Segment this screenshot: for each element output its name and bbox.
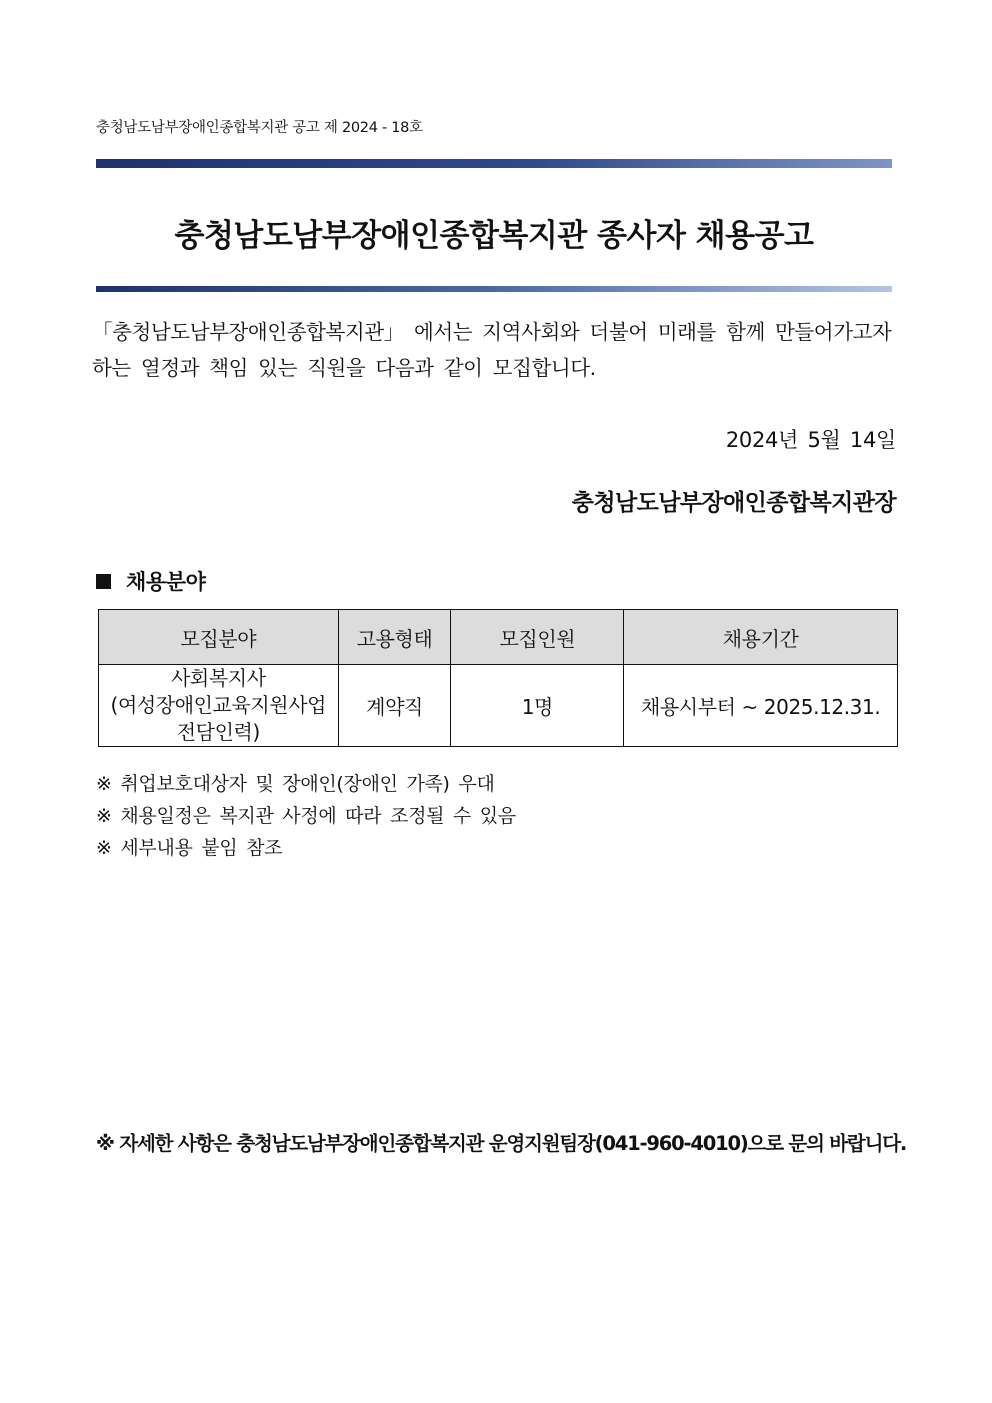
intro-paragraph xyxy=(92,314,898,386)
column-header: 모집분야 xyxy=(99,610,339,665)
column-header: 채용기간 xyxy=(624,610,898,665)
note-item: ※ 취업보호대상자 및 장애인(장애인 가족) 우대 xyxy=(96,773,495,795)
field-line: 사회복지사 xyxy=(171,666,266,690)
table-row xyxy=(99,665,898,747)
field-line: (여성장애인교육지원사업 xyxy=(110,693,327,717)
issuer-name: 충청남도남부장애인종합복지관장 xyxy=(571,490,896,516)
section-heading xyxy=(96,566,206,596)
notice-date: 2024년 5월 14일 xyxy=(725,428,896,452)
square-bullet-icon xyxy=(96,574,111,589)
intro-line: 「충청남도남부장애인종합복지관」 에서는 지역사회와 더불어 미래를 함께 만들어가고자 xyxy=(92,320,892,344)
notes-list xyxy=(96,768,516,864)
note-item: ※ 세부내용 붙임 참조 xyxy=(96,837,283,859)
column-header: 모집인원 xyxy=(451,610,624,665)
page-title: 충청남도남부장애인종합복지관 종사자 채용공고 xyxy=(174,218,814,254)
header-rule xyxy=(96,159,892,168)
contact-notice: ※ 자세한 사항은 충청남도남부장애인종합복지관 운영지원팀장(041-960-4010)으로 문의 바랍니다. xyxy=(96,1132,907,1155)
intro-line: 하는 열정과 책임 있는 직원을 다음과 같이 모집합니다. xyxy=(92,356,596,380)
recruitment-table xyxy=(98,609,898,747)
headcount-cell: 1명 xyxy=(451,665,624,747)
column-header: 고용형태 xyxy=(338,610,451,665)
period-cell: 채용시부터 ~ 2025.12.31. xyxy=(624,665,898,747)
field-line: 전담인력) xyxy=(176,720,260,744)
notice-number: 충청남도남부장애인종합복지관 공고 제 2024 - 18호 xyxy=(96,120,423,136)
title-rule xyxy=(96,286,892,292)
table-header-row xyxy=(99,610,898,665)
field-cell xyxy=(99,665,339,747)
note-item: ※ 채용일정은 복지관 사정에 따라 조정될 수 있음 xyxy=(96,805,516,827)
section-title: 채용분야 xyxy=(126,570,206,594)
employment-type-cell: 계약직 xyxy=(338,665,451,747)
